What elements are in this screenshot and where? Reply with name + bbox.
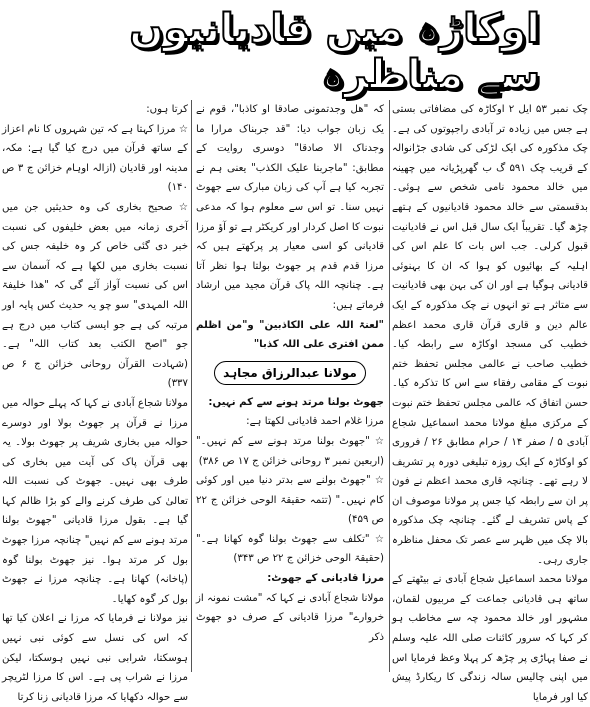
column-left <box>2 100 188 703</box>
paragraph: کرتا ہوں: <box>146 104 188 115</box>
paragraph: نیز مولانا نے فرمایا کہ مرزا نے اعلان کیا تھا کہ اس کی نسل سے کوئی نبی نہیں ہوسکتا، شرابی نبی نہیں ہوسکتا، لیکن مرزا نے شراب پی ہے۔ اس کا مرزا لٹریچر سے حوالہ دکھایا کہ مرزا قادیانی زنا کرتا <box>2 613 188 703</box>
column-divider <box>191 100 192 672</box>
paragraph: کہ "ھل وجدتمونی صادقا او کاذبا"، قوم نے یک زبان جواب دیا: "قد جربناک مرارا ما وجدناک الا صادقا" دوسری روایت کے مطابق: "ماجربنا علیک الکذب" یعنی ہم نے تجربہ کیا ہے آپ کی زبان مبارک سے جھوٹ نہیں سنا۔ تو اس سے معلوم ہوا کہ مدعی نبوت کا اصل کردار اور کریکٹر ہے تو آؤ مرزا قادیانی کو اسی معیار پر پرکھتے ہیں کہ مرزا قدم قدم پر جھوٹ بولتا ہوا نظر آتا ہے۔ چنانچہ اللہ پاک قرآن مجید میں ارشاد فرماتے ہیں: <box>196 104 384 311</box>
column-middle <box>196 100 384 672</box>
paragraph: ☆ صحیح بخاری کی وہ حدیثیں جن میں آخری زمانہ میں بعض خلیفوں کی نسبت خبر دی گئی خاص کر وہ خلیفہ جس کی نسبت بخاری میں لکھا ہے کہ آسمان سے اس کی نسبت آواز آئے گی کہ "ھذا خلیفۃ اللہ المہدی" سو چو یہ حدیث کس پایہ اور مرتبہ کی ہے جو ایسی کتاب میں درج ہے جو "اصح الکتب بعد کتاب اللہ" ہے۔ (شہادت القرآن روحانی خزائن ج ۶ ص ۳۳۷) <box>2 201 188 390</box>
quote-verse: "لعنۃ اللہ علی الکاذبین" و"من اظلم ممن افتری علی اللہ کذبا" <box>196 319 384 351</box>
paragraph: ☆ "تکلف سے جھوٹ بولنا گوہ کھانا ہے۔" (حقیقۃ الوحی خزائن ج ۲۲ ص ۳۴۳) <box>196 533 384 565</box>
paragraph: مولانا شجاع آبادی نے کہا کہ "مشت نمونہ از خروارے" مرزا قادیانی کے صرف دو جھوٹ ذکر <box>196 592 384 643</box>
paragraph: مولانا شجاع آبادی نے کہا کہ پہلے حوالہ میں مرزا نے قرآن پر جھوٹ بولا اور دوسرے حوالہ میں بخاری شریف پر جھوٹ بولا۔ یہ بھی قرآن پاک کی آیت میں بخاری کی طرف بھی نہیں۔ جھوٹ کی نسبت اللہ تعالیٰ کی طرف کرنے والے کو بڑا ظالم کہا گیا ہے۔ بقول مرزا قادیانی "جھوٹ بولنا مرتد ہونے سے کم نہیں" چنانچہ مرزا جھوٹ بول کر مرتد ہوا۔ نیز جھوٹ بولنا گوہ (پاخانہ) کھانا ہے۔ چنانچہ مرزا نے جھوٹ بول کر گوہ کھایا۔ <box>2 397 188 605</box>
paragraph: مرزا غلام احمد قادیانی لکھتا ہے: <box>246 416 384 428</box>
author-byline: مولانا عبدالرزاق مجاہد <box>214 361 366 385</box>
column-right <box>392 100 588 703</box>
column-divider <box>389 100 390 672</box>
paragraph: مولانا محمد اسماعیل شجاع آبادی نے بیٹھتے کے ساتھ ہی قادیانی جماعت کے مربیوں لقمان، مشہور اور خالد محمود چہ سے مخاطب ہو کر کہا کہ سرور کائنات صلی اللہ علیہ وسلم نے صفا پہاڑی پر چڑھ کر پہلا وعظ فرمایا اس میں اپنی چالیس سالہ زندگی کا ریکارڈ پیش کیا اور فرمایا <box>392 574 588 703</box>
paragraph: ☆ "جھوٹ بولنا مرتد ہونے سے کم نہیں۔" (اربعین نمبر ۳ روحانی خزائن ج ۱۷ ص ۳۸۶) <box>196 435 384 467</box>
subheading: جھوٹ بولنا مرتد ہونے سے کم نہیں: <box>208 396 384 408</box>
subheading: مرزا قادیانی کے جھوٹ: <box>267 573 384 585</box>
paragraph: چک نمبر ۵۳ ایل ۲ اوکاڑہ کی مضافاتی بستی ہے جس میں زیادہ تر آبادی راجپوتوں کی ہے۔ چک مذکورہ کی ایک لڑکی کی شادی جڑانوالہ کے قریب چک ۵۹۱ گ ب گھرپڑیانہ میں چھینہ میں خالد محمود نامی شخص سے ہوئی۔ بدقسمتی سے خالد محمود قادیانیوں کے ہتھے چڑھ گیا۔ تقریباً ایک سال قبل اس نے قادیانیت قبول کرلی۔ جب اس بات کا علم اس کی اہلیہ کے بھائیوں کو ہوا کہ ان کا بہنوئی قادیانی ہوگیا ہے اور ان کی بہن بھی قادیانیت سے متاثر ہے تو انہوں نے چک مذکورہ کے ایک عالم دین و قاری قرآن قاری محمد اعظم خطیب کی مسجد اوکاڑہ سے رابطہ کیا۔ خطیب صاحب نے عالمی مجلس تحفظ ختم نبوت کے مقامی رفقاء سے اس کا تذکرہ کیا۔ حسن اتفاق کہ عالمی مجلس تحفظ ختم نبوت کے مرکزی مبلغ مولانا محمد اسماعیل شجاع آبادی ۵ / صفر ۱۴ / حرام مطابق ۲۶ / فروری کو اوکاڑہ کے ایک روزہ تبلیغی دورہ پر تشریف لا رہے تھے۔ چنانچہ قاری محمد اعظم نے فون پر ان سے رابطہ کیا جس پر مولانا موصوف ان کے پاس تشریف لے گئے۔ چنانچہ چک مذکورہ بالا چک میں ظہر سے عصر تک محفل مناظرہ جاری رہی۔ <box>392 104 588 566</box>
paragraph: ☆ مرزا کہتا ہے کہ تین شہروں کا نام اعزاز کے ساتھ قرآن میں درج کیا گیا ہے: مکہ، مدینہ اور قادیان (ازالہ اوہام خزائن ج ۳ ص ۱۴۰) <box>2 123 188 194</box>
paragraph: ☆ "جھوٹ بولنے سے بدتر دنیا میں اور کوئی کام نہیں۔" (تتمہ حقیقۃ الوحی خزائن ج ۲۲ ص ۴۵۹) <box>196 475 384 526</box>
headline: اوکاڑہ میں قادیانیوں سے مناظرہ <box>129 6 540 98</box>
